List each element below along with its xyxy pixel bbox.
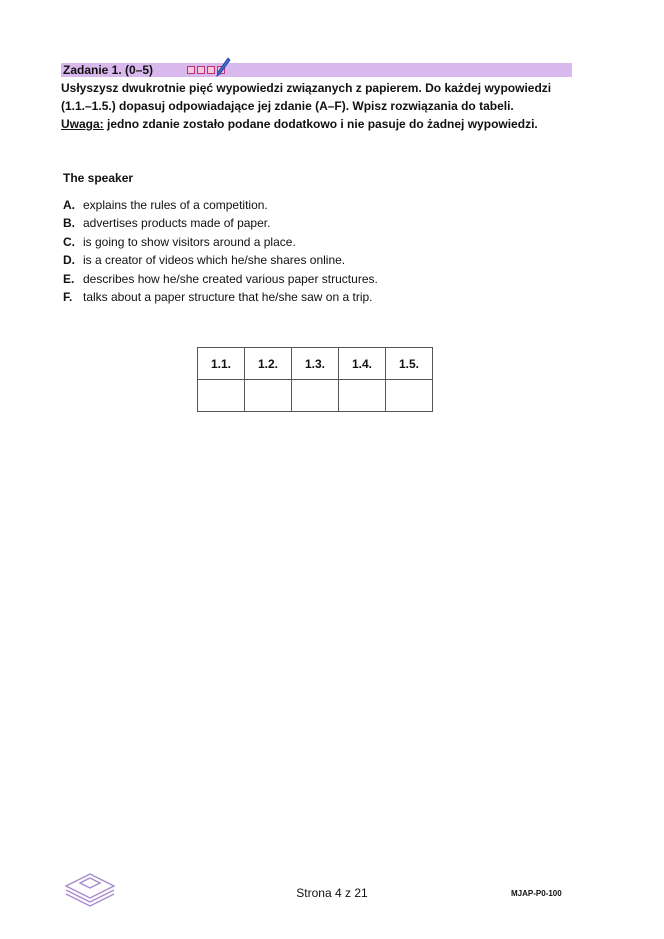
answer-cell-1-3[interactable]: [292, 380, 339, 412]
note-label: Uwaga:: [61, 117, 104, 131]
option-d: [63, 251, 378, 269]
option-text: describes how he/she created various paper structures.: [83, 271, 378, 286]
option-letter: C.: [63, 234, 75, 249]
score-box: [207, 66, 215, 74]
answer-header: 1.4.: [339, 348, 386, 380]
option-letter: D.: [63, 253, 75, 268]
option-f: [63, 288, 378, 306]
option-letter: E.: [63, 271, 75, 286]
option-c: [63, 233, 378, 251]
answer-header: 1.1.: [198, 348, 245, 380]
option-text: is a creator of videos which he/she shares online.: [83, 253, 346, 268]
answer-header: 1.3.: [292, 348, 339, 380]
score-box: [197, 66, 205, 74]
option-text: advertises products made of paper.: [83, 216, 271, 231]
task-instruction: [61, 79, 576, 133]
option-e: [63, 270, 378, 288]
answer-table-header-row: [198, 348, 433, 380]
answer-header: 1.5.: [386, 348, 433, 380]
answer-cell-1-5[interactable]: [386, 380, 433, 412]
answer-cell-1-2[interactable]: [245, 380, 292, 412]
answer-header: 1.2.: [245, 348, 292, 380]
option-letter: B.: [63, 216, 75, 231]
answer-cell-1-4[interactable]: [339, 380, 386, 412]
answer-cell-1-1[interactable]: [198, 380, 245, 412]
answer-table: [197, 347, 433, 412]
answer-table-input-row: [198, 380, 433, 412]
option-text: talks about a paper structure that he/she saw on a trip.: [83, 289, 373, 304]
option-a: [63, 196, 378, 214]
option-text: is going to show visitors around a place.: [83, 234, 296, 249]
exam-code: MJAP-P0-100: [511, 889, 562, 898]
instruction-text: Usłyszysz dwukrotnie pięć wypowiedzi związanych z papierem. Do każdej wypowiedzi (1.1.–1.5.) dopasuj odpowiadające jej zdanie (A–F). Wpisz rozwiązania do tabeli.: [61, 81, 552, 113]
option-letter: F.: [63, 289, 73, 304]
page-number: Strona 4 z 21: [296, 886, 368, 900]
note-text: jedno zdanie zostało podane dodatkowo i nie pasuje do żadnej wypowiedzi.: [103, 117, 538, 131]
task-title: Zadanie 1. (0–5): [63, 63, 154, 77]
score-box: [187, 66, 195, 74]
option-letter: A.: [63, 198, 75, 212]
option-b: [63, 214, 378, 232]
pencil-icon: [215, 57, 231, 77]
options-list: [63, 196, 378, 306]
option-text: explains the rules of a competition.: [83, 198, 268, 212]
question-stem: The speaker: [63, 171, 134, 185]
